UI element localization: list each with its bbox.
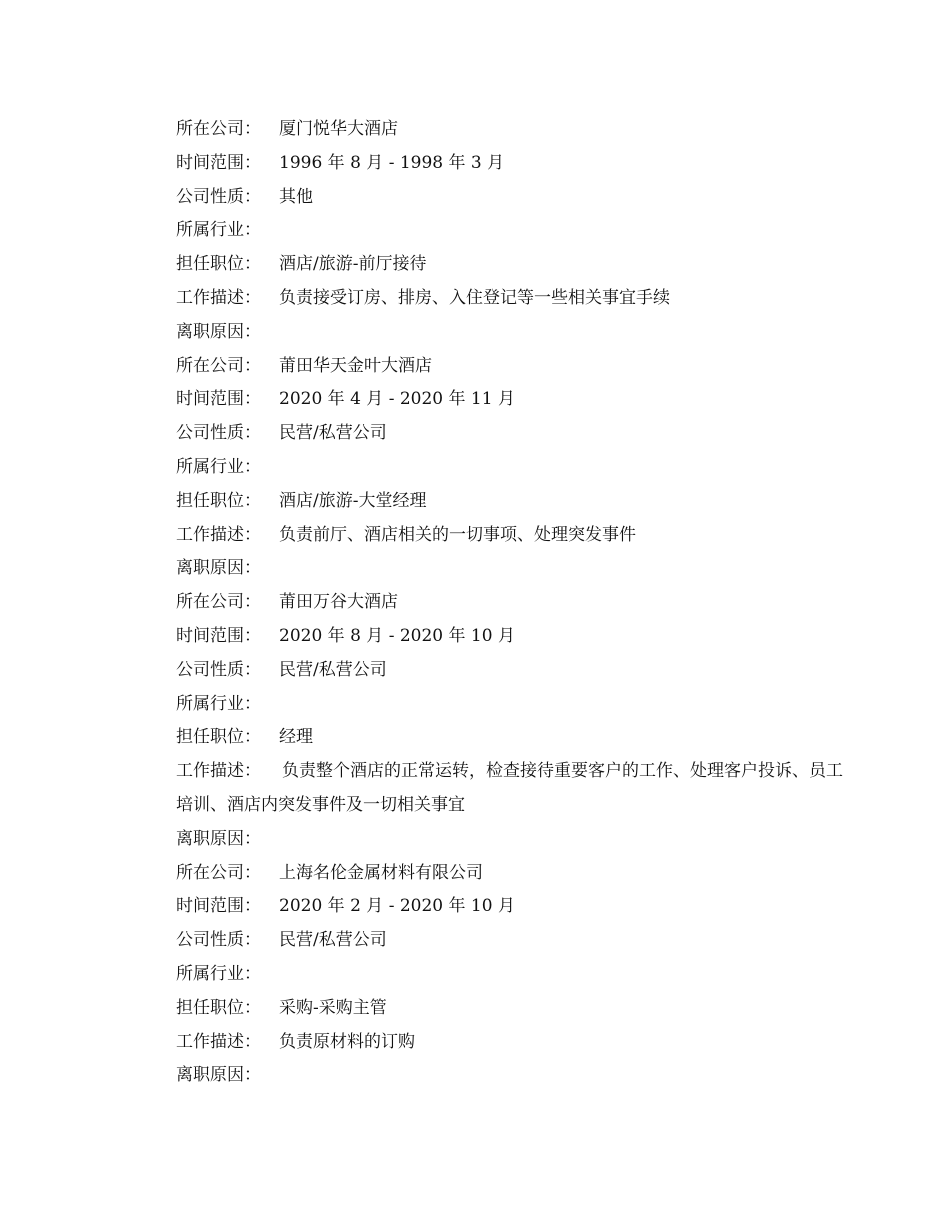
reason-label: 离职原因： <box>176 321 261 342</box>
nature-line <box>176 417 856 451</box>
work-entry <box>176 113 856 350</box>
description-label: 工作描述： <box>176 524 261 545</box>
description-line <box>176 519 856 553</box>
time-line <box>176 147 856 181</box>
industry-line <box>176 688 856 722</box>
description-label: 工作描述： <box>176 761 261 782</box>
company-label: 所在公司： <box>176 592 261 613</box>
company-value: 厦门悦华大酒店 <box>279 119 398 139</box>
time-value: 2020 年 8 月 - 2020 年 10 月 <box>279 625 515 646</box>
position-label: 担任职位： <box>176 490 261 511</box>
position-value: 酒店/旅游-大堂经理 <box>279 490 427 511</box>
position-value: 经理 <box>279 727 313 748</box>
work-entry <box>176 586 856 856</box>
nature-line <box>176 924 856 958</box>
reason-label: 离职原因： <box>176 558 261 579</box>
nature-value: 民营/私营公司 <box>279 930 387 951</box>
nature-value: 民营/私营公司 <box>279 659 387 680</box>
company-line <box>176 350 856 384</box>
description-value: 负责整个酒店的正常运转，检查接待重要客户的工作、处理客户投诉、员工培训、酒店内突发事件及一切相关事宜 <box>176 761 843 815</box>
position-label: 担任职位： <box>176 254 261 275</box>
reason-line <box>176 823 856 857</box>
reason-line <box>176 316 856 350</box>
description-label: 工作描述： <box>176 287 261 308</box>
time-value: 2020 年 4 月 - 2020 年 11 月 <box>279 389 515 410</box>
position-line <box>176 992 856 1026</box>
company-line <box>176 586 856 620</box>
time-label: 时间范围： <box>176 896 261 917</box>
description-line <box>176 282 856 316</box>
description-line <box>176 1026 856 1060</box>
description-value: 负责原材料的订购 <box>279 1031 415 1052</box>
nature-label: 公司性质： <box>176 930 261 951</box>
industry-label: 所属行业： <box>176 963 261 984</box>
nature-label: 公司性质： <box>176 186 261 207</box>
industry-line <box>176 214 856 248</box>
time-label: 时间范围： <box>176 389 261 410</box>
nature-label: 公司性质： <box>176 659 261 680</box>
reason-label: 离职原因： <box>176 828 261 849</box>
work-entry <box>176 350 856 587</box>
position-label: 担任职位： <box>176 727 261 748</box>
industry-label: 所属行业： <box>176 693 261 714</box>
nature-line <box>176 181 856 215</box>
work-entry <box>176 857 856 1094</box>
description-value: 负责前厅、酒店相关的一切事项、处理突发事件 <box>279 524 636 545</box>
reason-line <box>176 1059 856 1093</box>
company-value: 莆田万谷大酒店 <box>279 592 398 613</box>
time-value: 2020 年 2 月 - 2020 年 10 月 <box>279 896 515 917</box>
time-line <box>176 890 856 924</box>
company-line <box>176 857 856 891</box>
reason-line <box>176 552 856 586</box>
position-label: 担任职位： <box>176 997 261 1018</box>
position-value: 酒店/旅游-前厅接待 <box>279 254 427 275</box>
industry-label: 所属行业： <box>176 220 261 241</box>
company-value: 莆田华天金叶大酒店 <box>279 355 432 376</box>
company-label: 所在公司： <box>176 355 261 376</box>
position-line <box>176 485 856 519</box>
reason-label: 离职原因： <box>176 1065 261 1086</box>
industry-label: 所属行业： <box>176 456 261 477</box>
time-value: 1996 年 8 月 - 1998 年 3 月 <box>279 152 505 173</box>
industry-line <box>176 451 856 485</box>
company-line <box>176 113 856 147</box>
description-value: 负责接受订房、排房、入住登记等一些相关事宜手续 <box>279 287 670 308</box>
time-label: 时间范围： <box>176 152 261 173</box>
company-label: 所在公司： <box>176 119 261 139</box>
nature-value: 民营/私营公司 <box>279 423 387 444</box>
company-label: 所在公司： <box>176 862 261 883</box>
description-line <box>138 755 856 823</box>
company-value: 上海名伦金属材料有限公司 <box>279 862 483 883</box>
nature-line <box>176 654 856 688</box>
nature-value: 其他 <box>279 186 313 207</box>
time-line <box>176 383 856 417</box>
position-line <box>176 721 856 755</box>
nature-label: 公司性质： <box>176 423 261 444</box>
position-value: 采购-采购主管 <box>279 997 387 1018</box>
work-history-list <box>176 113 856 1093</box>
time-label: 时间范围： <box>176 625 261 646</box>
industry-line <box>176 958 856 992</box>
time-line <box>176 620 856 654</box>
description-label: 工作描述： <box>176 1031 261 1052</box>
position-line <box>176 248 856 282</box>
